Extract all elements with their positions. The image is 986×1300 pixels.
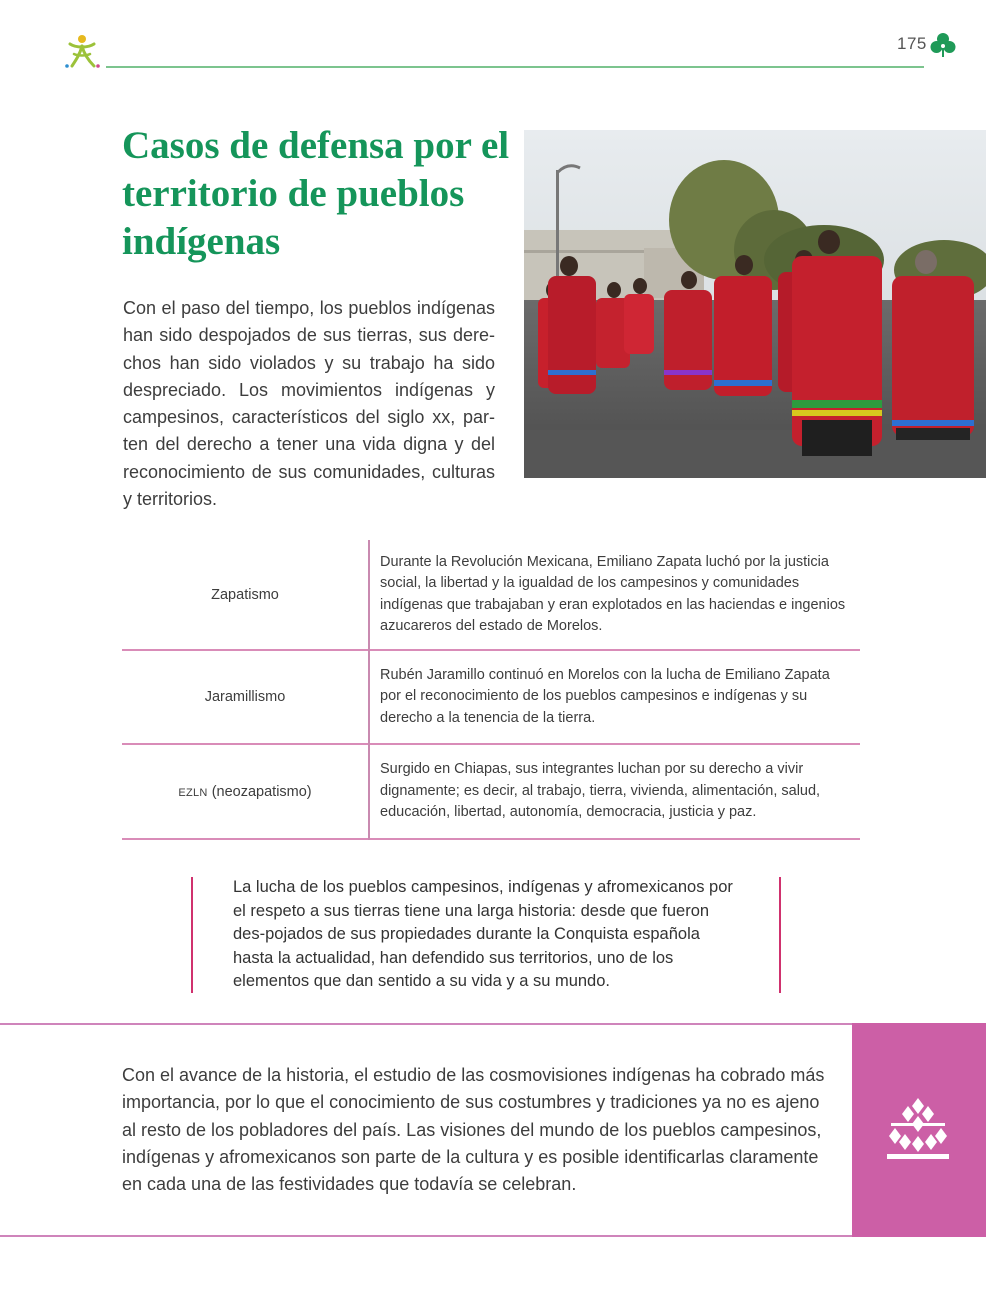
quote-bar-right <box>779 877 781 993</box>
section-divider-top <box>0 1023 852 1025</box>
table-row <box>122 744 860 839</box>
movement-name-rest: (neozapatismo) <box>211 783 312 800</box>
movement-name-abbr: EZLN <box>178 786 208 799</box>
table-row <box>122 540 860 650</box>
page-title: Casos de defensa por el territorio de pueblos indígenas <box>122 124 510 263</box>
march-photo <box>524 130 986 478</box>
green-clover-icon <box>930 32 956 58</box>
movements-table <box>122 540 860 840</box>
dancing-figure-logo-icon <box>62 32 102 72</box>
movement-name: Zapatismo <box>122 540 369 650</box>
quote-bar-left <box>191 877 193 993</box>
closing-paragraph: Con el avance de la historia, el estudio de las cosmovisiones indígenas ha cobrado más importancia, por lo que el conocimiento de sus costumbres y tradiciones ya no es ajeno al resto de los pobladores del país. Las visiones del mundo de los pueblos campesinos, indígenas y afromexicanos son parte de la cultura y es posible identificarlas claramente en cada una de las festividades que todavía se celebran. <box>122 1065 825 1195</box>
movement-description: Surgido en Chiapas, sus integrantes luchan por su derecho a vivir dignamente; es decir, al trabajo, tierra, vivienda, alimentación, salud, educación, libertad, autonomía, democracia, justicia y paz. <box>380 761 821 821</box>
table-row <box>122 650 860 744</box>
movement-name: Jaramillismo <box>122 650 369 744</box>
quote-text: La lucha de los pueblos campesinos, indígenas y afromexicanos por el respeto a sus tierras tiene una larga historia: desde que fueron des-pojados de sus propiedades durante la Conquista española hasta la actualidad, han defendido sus territorios, uno de los elementos que dan sentido a su vida y a su mundo. <box>233 878 733 991</box>
movement-description: Rubén Jaramillo continuó en Morelos con la lucha de Emiliano Zapata por el reconocimiento de los pueblos campesinos e indígenas y su derecho a la tenencia de la tierra. <box>380 666 830 726</box>
section-divider-bottom <box>0 1235 852 1237</box>
intro-paragraph: Con el paso del tiempo, los pueblos indígenas han sido despojados de sus tierras, sus dere-chos han sido violados y su trabajo ha sido despreciado. Los movimientos indígenas y campesinos, característicos del siglo xx, par-ten del derecho a tener una vida digna y del reconocimiento de sus comunidades, culturas y territorios. <box>123 298 495 510</box>
header-divider <box>106 66 924 68</box>
movement-description: Durante la Revolución Mexicana, Emiliano Zapata luchó por la justicia social, la libertad y la igualdad de los campesinos y comunidades indígenas que trabajaban y eran explotados en las haciendas e ingenios azucareros del estado de Morelos. <box>380 553 846 634</box>
movement-name-cell <box>122 744 369 839</box>
page-number: 175 <box>897 34 927 53</box>
textile-flower-pattern-icon <box>883 1096 953 1162</box>
